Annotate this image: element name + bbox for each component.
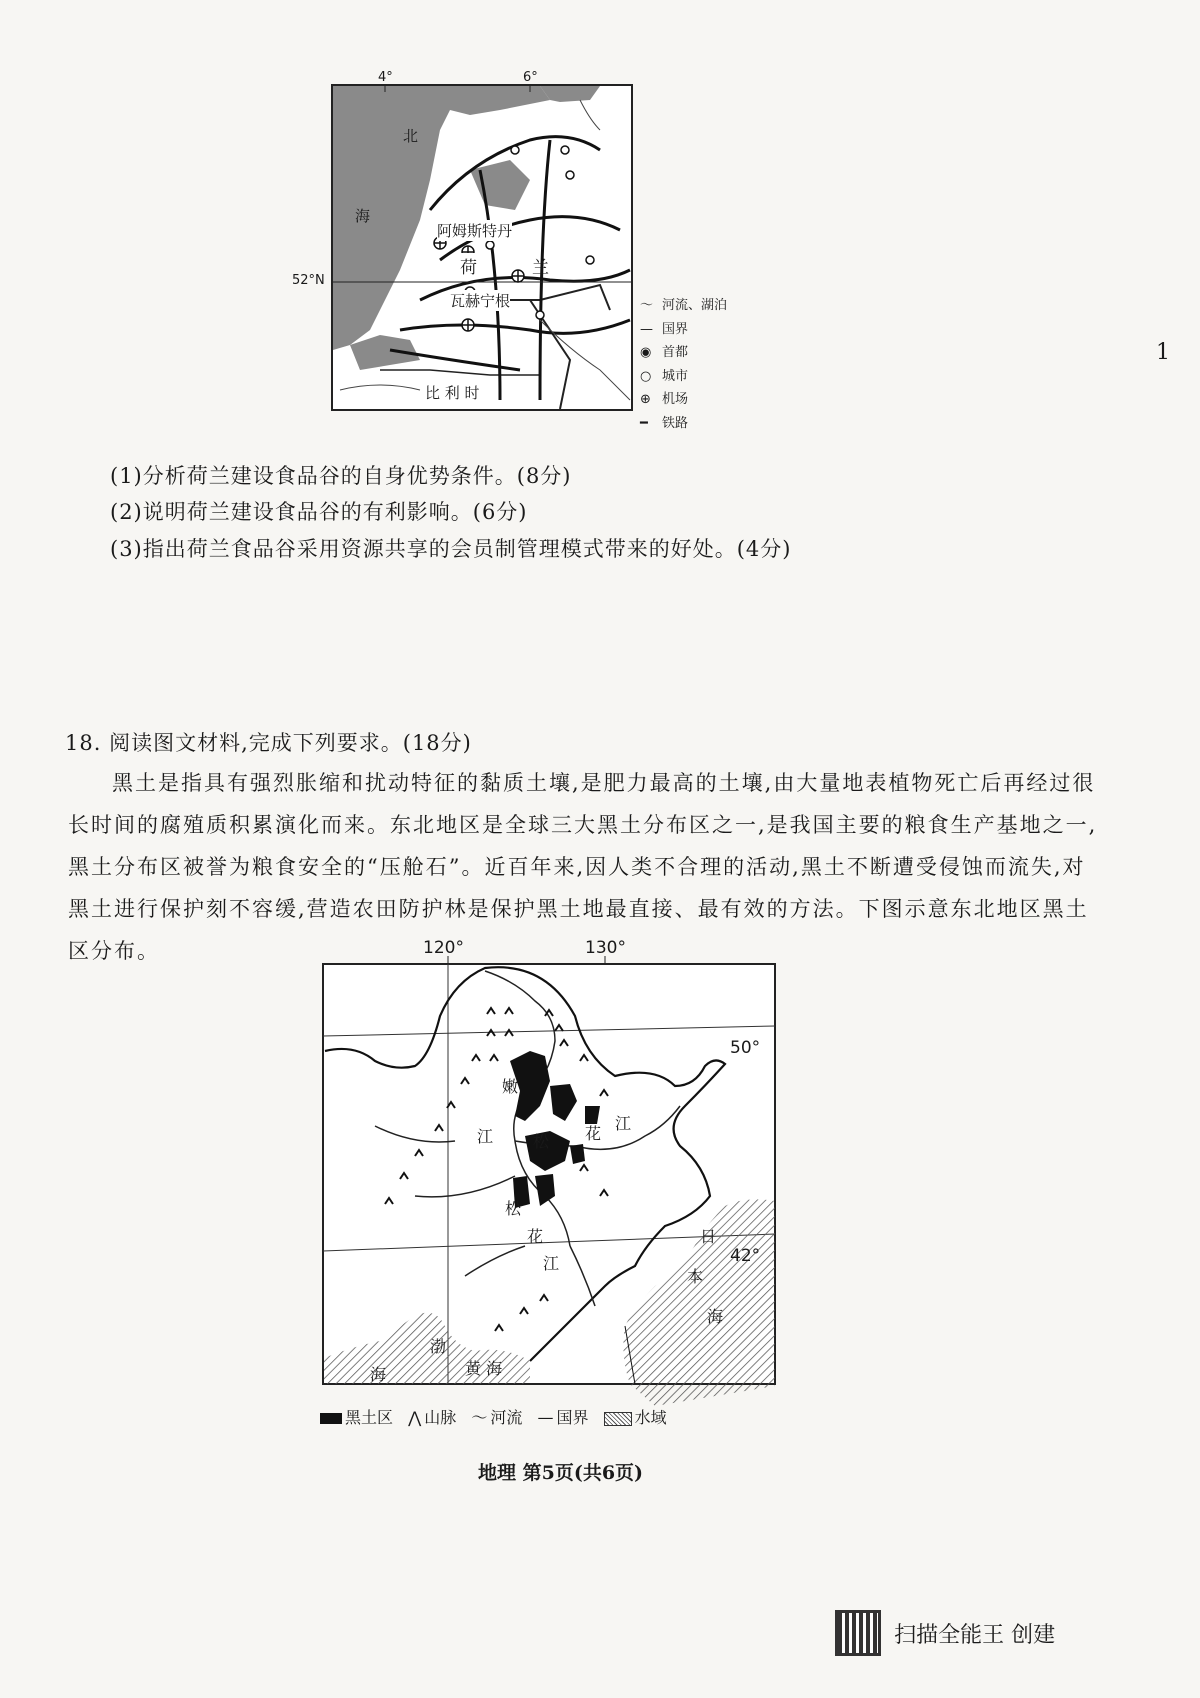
airport-icon: ⊕ xyxy=(640,392,651,407)
river-lake-icon: 〜 xyxy=(640,298,654,313)
scanner-watermark xyxy=(835,1610,1055,1656)
mountain-icon: ⋀ xyxy=(408,1408,422,1427)
black-soil-icon xyxy=(320,1413,342,1424)
lon-label-6: 6° xyxy=(523,70,538,85)
lat-label-42: 42° xyxy=(730,1246,761,1266)
border-icon: — xyxy=(537,1408,554,1427)
river-icon: 〜 xyxy=(471,1408,488,1427)
river-label-nen-jiang: 江 xyxy=(477,1127,494,1146)
sea-label-japan-hai: 海 xyxy=(707,1307,724,1326)
city-icon: ○ xyxy=(640,368,652,384)
sea-label-bo: 渤 xyxy=(430,1337,447,1356)
sea-label-yellow-sea: 黄 海 xyxy=(465,1359,503,1378)
netherlands-map xyxy=(292,70,780,450)
lat-label-52n: 52°N xyxy=(292,273,325,288)
page-footer: 地理 第5页(共6页) xyxy=(478,1462,644,1484)
question-18-material: 黑土是指具有强烈胀缩和扰动特征的黏质土壤,是肥力最高的土壤,由大量地表植物死亡后再经过很长时间的腐殖质积累演化而来。东北地区是全球三大黑土分布区之一,是我国主要的粮食生产基地之一,黑土分布区被誉为粮食安全的“压舱石”。近百年来,因人类不合理的活动,黑土不断遭受侵蚀而流失,对黑土进行保护刻不容缓,营造农田防护林是保护黑土地最直接、最有效的方法。下图示意东北地区黑土区分布。 xyxy=(68,771,1098,963)
scanner-text: 扫描全能王 创建 xyxy=(894,1622,1056,1648)
sea-label-bohai-hai: 海 xyxy=(370,1365,387,1384)
city-amsterdam: 阿姆斯特丹 xyxy=(437,222,513,240)
border-icon: — xyxy=(640,321,653,337)
country-label-lan: 兰 xyxy=(532,258,549,278)
lat-label-50: 50° xyxy=(730,1038,761,1058)
city-wageningen: 瓦赫宁根 xyxy=(450,292,511,310)
map1-legend xyxy=(640,294,727,435)
legend-river-lake: 〜 河流、湖泊 xyxy=(640,294,727,318)
legend-airport: ⊕ 机场 xyxy=(640,388,727,412)
lon-label-130: 130° xyxy=(585,938,626,958)
river-label-jiang-1: 江 xyxy=(615,1114,632,1133)
river-label-song-2: 松 xyxy=(505,1199,522,1218)
qr-code-icon xyxy=(835,1610,881,1656)
country-label-he: 荷 xyxy=(460,253,477,278)
railway-icon: ━ xyxy=(640,415,648,431)
question-18-title: 18. 阅读图文材料,完成下列要求。(18分) xyxy=(65,731,472,755)
question-17-3: (3)指出荷兰食品谷采用资源共享的会员制管理模式带来的好处。(4分) xyxy=(110,537,792,561)
legend-railway: ━ 铁路 xyxy=(640,412,727,436)
sea-label-ri: 日 xyxy=(700,1227,717,1246)
legend-capital: ◉ 首都 xyxy=(640,341,727,365)
legend-border: — 国界 xyxy=(640,318,727,342)
river-label-song-1: 松 xyxy=(533,1132,550,1151)
belgium-label: 比 利 时 xyxy=(425,384,480,402)
sea-label-ben: 本 xyxy=(687,1267,704,1286)
sea-label-north: 北 xyxy=(403,127,419,145)
sea-label-sea: 海 xyxy=(355,207,371,225)
question-17-1: (1)分析荷兰建设食品谷的自身优势条件。(8分) xyxy=(110,464,572,488)
legend-city: ○ 城市 xyxy=(640,365,727,389)
northeast-china-map-svg xyxy=(315,946,785,1421)
river-label-hua-2: 花 xyxy=(527,1227,544,1246)
lon-label-120: 120° xyxy=(423,938,464,958)
side-number: 1 xyxy=(1156,340,1170,365)
capital-icon: ◉ xyxy=(640,345,652,360)
map2-legend: 黑土区 ⋀ 山脉 〜 河流 — 国界 水域 xyxy=(320,1405,667,1428)
question-17-2: (2)说明荷兰建设食品谷的有利影响。(6分) xyxy=(110,500,528,524)
lon-label-4: 4° xyxy=(378,70,393,85)
water-icon xyxy=(604,1412,632,1426)
river-label-hua-1: 花 xyxy=(585,1124,602,1143)
river-label-nen: 嫩 xyxy=(502,1077,519,1096)
river-label-jiang-2: 江 xyxy=(543,1254,560,1273)
northeast-china-map xyxy=(315,938,785,1421)
